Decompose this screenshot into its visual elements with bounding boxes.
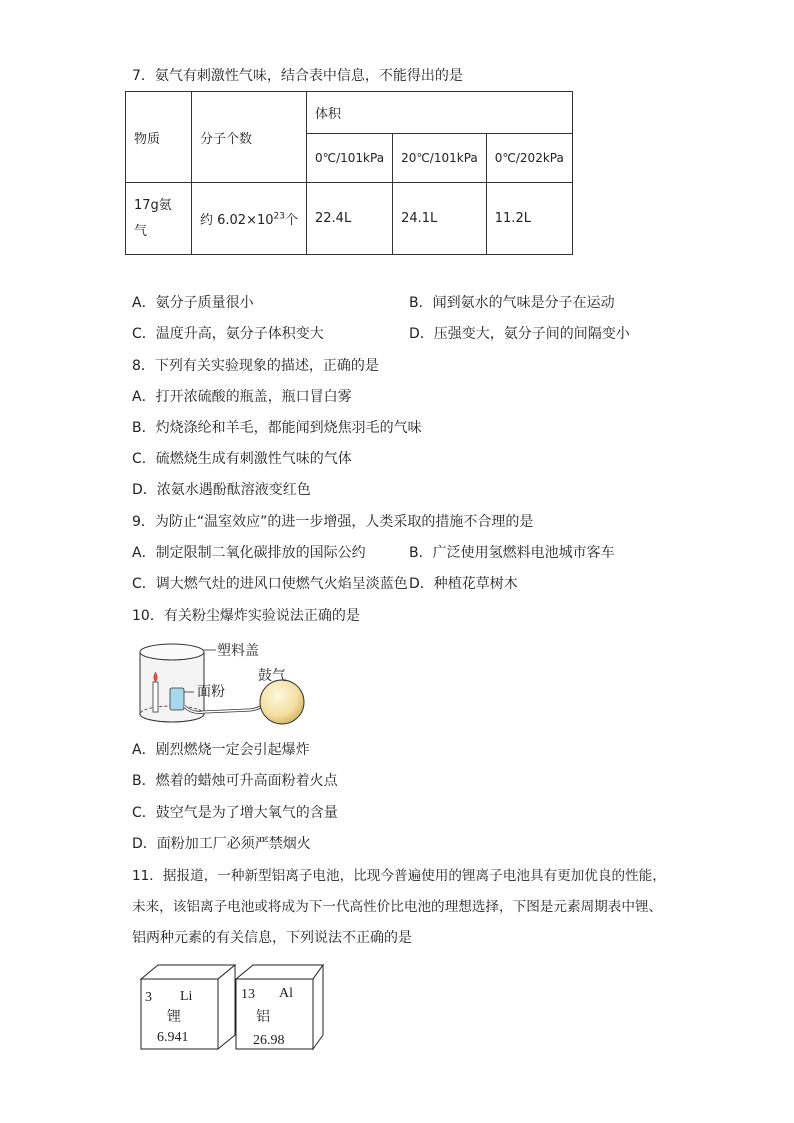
q8-option-b: B．灼烧涤纶和羊毛，都能闻到烧焦羽毛的气味 xyxy=(132,420,422,436)
row-molecule-count: 约 $6.02\times 10^{23}$个 xyxy=(192,183,307,255)
q11-stem-line-1: 11．据报道，一种新型铝离子电池，比现今普遍使用的锂离子电池具有更加优良的性能， xyxy=(132,868,666,884)
q9-option-c: C．调大燃气灶的进风口使燃气火焰呈淡蓝色 xyxy=(132,576,408,592)
q9-option-b: B．广泛使用氢燃料电池城市客车 xyxy=(409,545,615,561)
condition-1: 0℃/101kPa xyxy=(307,134,393,183)
q7-option-d: D．压强变大，氨分子间的间隔变小 xyxy=(409,326,630,342)
li-atomic-number: 3 xyxy=(145,990,152,1005)
q7-stem: 7．氨气有刺激性气味，结合表中信息，不能得出的是 xyxy=(132,68,463,84)
condition-3: 0℃/202kPa xyxy=(486,134,572,183)
label-flour: 面粉 xyxy=(197,684,225,700)
al-name: 铝 xyxy=(256,1009,270,1025)
q10-option-b: B．燃着的蜡烛可升高面粉着火点 xyxy=(132,773,338,789)
al-symbol: Al xyxy=(279,986,293,1001)
volume-1: 22.4L xyxy=(307,183,393,255)
condition-2: 20℃/101kPa xyxy=(393,134,487,183)
al-atomic-number: 13 xyxy=(241,987,255,1002)
q10-option-a: A．剧烈燃烧一定会引起爆炸 xyxy=(132,742,310,758)
header-substance: 物质 xyxy=(126,92,192,183)
al-atomic-mass: 26.98 xyxy=(253,1033,285,1048)
air-bulb xyxy=(260,680,304,724)
volume-3: 11.2L xyxy=(486,183,572,255)
row-substance: 17g氨气 xyxy=(126,183,192,255)
ammonia-data-table xyxy=(125,91,573,255)
q9-option-d: D．种植花草树木 xyxy=(409,576,518,592)
li-name: 锂 xyxy=(167,1009,181,1025)
candle-icon xyxy=(153,672,158,712)
li-atomic-mass: 6.941 xyxy=(157,1030,189,1045)
q10-option-d: D．面粉加工厂必须严禁烟火 xyxy=(132,836,311,852)
q11-stem-line-2: 未来，该铝离子电池或将成为下一代高性价比电池的理想选择，下图是元素周期表中锂、 xyxy=(132,899,663,915)
li-symbol: Li xyxy=(180,989,193,1004)
q7-option-c: C．温度升高，氨分子体积变大 xyxy=(132,326,324,342)
label-plastic-lid: 塑料盖 xyxy=(217,643,259,659)
header-volume: 体积 xyxy=(307,92,573,134)
q8-option-d: D．浓氨水遇酚酞溶液变红色 xyxy=(132,482,311,498)
q8-stem: 8．下列有关实验现象的描述，正确的是 xyxy=(132,358,379,374)
volume-2: 24.1L xyxy=(393,183,487,255)
q7-option-b: B．闻到氨水的气味是分子在运动 xyxy=(409,295,615,311)
q10-option-c: C．鼓空气是为了增大氧气的含量 xyxy=(132,805,338,821)
label-air: 鼓气 xyxy=(258,668,286,684)
header-molecule-count: 分子个数 xyxy=(192,92,307,183)
q9-option-a: A．制定限制二氧化碳排放的国际公约 xyxy=(132,545,366,561)
q7-option-a: A．氨分子质量很小 xyxy=(132,295,254,311)
q8-option-c: C．硫燃烧生成有刺激性气味的气体 xyxy=(132,451,352,467)
q8-option-a: A．打开浓硫酸的瓶盖，瓶口冒白雾 xyxy=(132,389,352,405)
flour-cup xyxy=(170,688,184,710)
q10-stem: 10．有关粉尘爆炸实验说法正确的是 xyxy=(132,608,360,624)
q9-stem: 9．为防止“温室效应”的进一步增强，人类采取的措施不合理的是 xyxy=(132,514,534,530)
q11-stem-line-3: 铝两种元素的有关信息，下列说法不正确的是 xyxy=(132,930,412,946)
